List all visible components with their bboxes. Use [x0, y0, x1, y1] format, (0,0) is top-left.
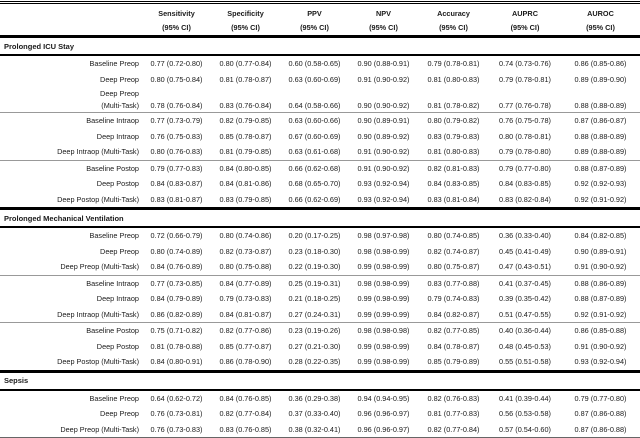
cell-ppv: 0.27 (0.21-0.30) [280, 342, 349, 351]
cell-accuracy: 0.79 (0.78-0.81) [418, 59, 489, 68]
cell-ppv: 0.36 (0.29-0.38) [280, 394, 349, 403]
cell-sensitivity: 0.84 (0.83-0.87) [142, 179, 211, 188]
cell-auroc: 0.91 (0.90-0.92) [561, 342, 640, 351]
section-title: Prolonged ICU Stay [0, 38, 640, 56]
cell-sensitivity: 0.84 (0.79-0.89) [142, 294, 211, 303]
cell-auprc: 0.77 (0.76-0.78) [489, 101, 561, 110]
cell-specificity: 0.80 (0.77-0.84) [211, 59, 280, 68]
cell-sensitivity: 0.79 (0.77-0.83) [142, 164, 211, 173]
cell-auroc: 0.87 (0.86-0.88) [561, 425, 640, 434]
cell-auroc: 0.91 (0.90-0.92) [561, 262, 640, 271]
row-label: Baseline Intraop [0, 279, 142, 288]
cell-auprc: 0.36 (0.33-0.40) [489, 231, 561, 240]
cell-ppv: 0.37 (0.33-0.40) [280, 409, 349, 418]
cell-accuracy: 0.83 (0.81-0.84) [418, 195, 489, 204]
row-label: Deep Intraop (Multi-Task) [0, 310, 142, 319]
cell-ppv: 0.28 (0.22-0.35) [280, 357, 349, 366]
cell-auroc: 0.87 (0.86-0.88) [561, 409, 640, 418]
table-row [0, 422, 640, 438]
cell-sensitivity: 0.77 (0.72-0.80) [142, 59, 211, 68]
cell-sensitivity: 0.76 (0.73-0.81) [142, 409, 211, 418]
cell-ppv: 0.63 (0.61-0.68) [280, 147, 349, 156]
cell-specificity: 0.83 (0.76-0.84) [211, 101, 280, 110]
row-label: Deep Postop [0, 342, 142, 351]
cell-auprc: 0.57 (0.54-0.60) [489, 425, 561, 434]
cell-auroc: 0.93 (0.92-0.94) [561, 357, 640, 366]
row-label: Baseline Preop [0, 394, 142, 403]
cell-ppv: 0.23 (0.18-0.30) [280, 247, 349, 256]
cell-specificity: 0.80 (0.74-0.86) [211, 231, 280, 240]
header-ci-sensitivity: (95% CI) [142, 23, 211, 32]
table-row [0, 354, 640, 370]
cell-ppv: 0.68 (0.65-0.70) [280, 179, 349, 188]
cell-specificity: 0.81 (0.79-0.85) [211, 147, 280, 156]
cell-auroc: 0.88 (0.87-0.89) [561, 164, 640, 173]
cell-sensitivity: 0.84 (0.76-0.89) [142, 262, 211, 271]
table-row [0, 276, 640, 292]
cell-sensitivity: 0.84 (0.80-0.91) [142, 357, 211, 366]
cell-npv: 0.90 (0.89-0.92) [349, 132, 418, 141]
header-accuracy: Accuracy [418, 9, 489, 18]
cell-npv: 0.98 (0.98-0.99) [349, 247, 418, 256]
cell-auroc: 0.88 (0.88-0.89) [561, 101, 640, 110]
cell-auprc: 0.41 (0.37-0.45) [489, 279, 561, 288]
cell-npv: 0.96 (0.96-0.97) [349, 425, 418, 434]
cell-auroc: 0.87 (0.86-0.87) [561, 116, 640, 125]
section-title: Sepsis [0, 373, 640, 391]
cell-npv: 0.93 (0.92-0.94) [349, 195, 418, 204]
row-label: Deep Postop [0, 179, 142, 188]
row-label: Deep Preop [0, 409, 142, 418]
row-label: Baseline Preop [0, 231, 142, 240]
cell-npv: 0.98 (0.98-0.99) [349, 279, 418, 288]
cell-auroc: 0.92 (0.91-0.92) [561, 310, 640, 319]
table-row [0, 259, 640, 275]
row-label: Deep Postop (Multi-Task) [0, 195, 142, 204]
cell-auprc: 0.83 (0.82-0.84) [489, 195, 561, 204]
table-row [0, 72, 640, 88]
cell-npv: 0.99 (0.98-0.99) [349, 342, 418, 351]
cell-npv: 0.90 (0.88-0.91) [349, 59, 418, 68]
cell-auroc: 0.92 (0.92-0.93) [561, 179, 640, 188]
header-ppv: PPV [280, 9, 349, 18]
table-row [0, 307, 640, 323]
header-ci-auprc: (95% CI) [489, 23, 561, 32]
table-row [0, 391, 640, 407]
header-sensitivity: Sensitivity [142, 9, 211, 18]
cell-specificity: 0.86 (0.78-0.90) [211, 357, 280, 366]
cell-auprc: 0.84 (0.83-0.85) [489, 179, 561, 188]
cell-auprc: 0.74 (0.73-0.76) [489, 59, 561, 68]
cell-npv: 0.99 (0.99-0.99) [349, 310, 418, 319]
header-row-ci [0, 20, 640, 34]
header-specificity: Specificity [211, 9, 280, 18]
cell-npv: 0.90 (0.89-0.91) [349, 116, 418, 125]
cell-accuracy: 0.81 (0.80-0.83) [418, 75, 489, 84]
cell-auprc: 0.55 (0.51-0.58) [489, 357, 561, 366]
cell-specificity: 0.83 (0.79-0.85) [211, 195, 280, 204]
row-label: Deep Preop (Multi-Task) [0, 425, 142, 434]
cell-npv: 0.99 (0.98-0.99) [349, 294, 418, 303]
cell-specificity: 0.79 (0.73-0.83) [211, 294, 280, 303]
cell-accuracy: 0.84 (0.78-0.87) [418, 342, 489, 351]
cell-npv: 0.93 (0.92-0.94) [349, 179, 418, 188]
cell-auprc: 0.41 (0.39-0.44) [489, 394, 561, 403]
cell-specificity: 0.83 (0.76-0.85) [211, 425, 280, 434]
cell-accuracy: 0.80 (0.74-0.85) [418, 231, 489, 240]
header-ci-specificity: (95% CI) [211, 23, 280, 32]
row-label-line2: (Multi-Task) [0, 101, 142, 110]
cell-auprc: 0.79 (0.77-0.80) [489, 164, 561, 173]
cell-accuracy: 0.81 (0.78-0.82) [418, 101, 489, 110]
cell-sensitivity: 0.83 (0.81-0.87) [142, 195, 211, 204]
cell-auprc: 0.56 (0.53-0.58) [489, 409, 561, 418]
cell-specificity: 0.84 (0.81-0.87) [211, 310, 280, 319]
table-row [0, 339, 640, 355]
row-group [0, 276, 640, 324]
cell-auroc: 0.79 (0.77-0.80) [561, 394, 640, 403]
cell-npv: 0.99 (0.98-0.99) [349, 262, 418, 271]
cell-auprc: 0.80 (0.78-0.81) [489, 132, 561, 141]
cell-specificity: 0.80 (0.75-0.88) [211, 262, 280, 271]
cell-accuracy: 0.84 (0.83-0.85) [418, 179, 489, 188]
cell-auroc: 0.84 (0.82-0.85) [561, 231, 640, 240]
cell-accuracy: 0.84 (0.82-0.87) [418, 310, 489, 319]
table-row [0, 113, 640, 129]
cell-npv: 0.98 (0.97-0.98) [349, 231, 418, 240]
row-group [0, 228, 640, 276]
cell-ppv: 0.63 (0.60-0.69) [280, 75, 349, 84]
cell-npv: 0.91 (0.90-0.92) [349, 75, 418, 84]
cell-ppv: 0.20 (0.17-0.25) [280, 231, 349, 240]
row-label: Deep Intraop (Multi-Task) [0, 147, 142, 156]
header-npv: NPV [349, 9, 418, 18]
cell-accuracy: 0.82 (0.77-0.85) [418, 326, 489, 335]
table-row [0, 144, 640, 160]
cell-sensitivity: 0.80 (0.74-0.89) [142, 247, 211, 256]
table-row [0, 244, 640, 260]
cell-auroc: 0.88 (0.86-0.89) [561, 279, 640, 288]
cell-npv: 0.91 (0.90-0.92) [349, 164, 418, 173]
cell-sensitivity: 0.76 (0.73-0.83) [142, 425, 211, 434]
table-row [0, 99, 640, 112]
cell-specificity: 0.82 (0.77-0.84) [211, 409, 280, 418]
cell-auprc: 0.79 (0.78-0.80) [489, 147, 561, 156]
cell-auprc: 0.76 (0.75-0.78) [489, 116, 561, 125]
row-label: Deep Preop (Multi-Task) [0, 262, 142, 271]
cell-accuracy: 0.80 (0.75-0.87) [418, 262, 489, 271]
table-row [0, 129, 640, 145]
cell-auroc: 0.92 (0.91-0.92) [561, 195, 640, 204]
cell-auroc: 0.90 (0.89-0.91) [561, 247, 640, 256]
cell-npv: 0.90 (0.90-0.92) [349, 101, 418, 110]
cell-auroc: 0.88 (0.88-0.89) [561, 132, 640, 141]
table-row [0, 323, 640, 339]
cell-auroc: 0.89 (0.89-0.90) [561, 75, 640, 84]
header-auroc: AUROC [561, 9, 640, 18]
cell-accuracy: 0.83 (0.77-0.88) [418, 279, 489, 288]
cell-accuracy: 0.80 (0.79-0.82) [418, 116, 489, 125]
row-label: Deep Intraop [0, 132, 142, 141]
cell-ppv: 0.63 (0.60-0.66) [280, 116, 349, 125]
cell-sensitivity: 0.76 (0.75-0.83) [142, 132, 211, 141]
cell-auroc: 0.86 (0.85-0.86) [561, 59, 640, 68]
cell-specificity: 0.85 (0.78-0.87) [211, 132, 280, 141]
cell-specificity: 0.84 (0.81-0.86) [211, 179, 280, 188]
header-ci-accuracy: (95% CI) [418, 23, 489, 32]
cell-sensitivity: 0.80 (0.76-0.83) [142, 147, 211, 156]
cell-ppv: 0.67 (0.60-0.69) [280, 132, 349, 141]
row-label: Baseline Intraop [0, 116, 142, 125]
cell-sensitivity: 0.81 (0.78-0.88) [142, 342, 211, 351]
cell-sensitivity: 0.86 (0.82-0.89) [142, 310, 211, 319]
cell-npv: 0.91 (0.90-0.92) [349, 147, 418, 156]
table-row [0, 406, 640, 422]
row-label: Deep Intraop [0, 294, 142, 303]
row-label: Baseline Preop [0, 59, 142, 68]
row-label: Deep Preop [0, 89, 142, 98]
cell-accuracy: 0.81 (0.77-0.83) [418, 409, 489, 418]
cell-specificity: 0.81 (0.78-0.87) [211, 75, 280, 84]
cell-sensitivity: 0.64 (0.62-0.72) [142, 394, 211, 403]
cell-auprc: 0.39 (0.35-0.42) [489, 294, 561, 303]
cell-ppv: 0.22 (0.19-0.30) [280, 262, 349, 271]
row-group [0, 56, 640, 113]
row-label: Baseline Postop [0, 164, 142, 173]
table-row [0, 228, 640, 244]
row-label: Baseline Postop [0, 326, 142, 335]
header-auprc: AUPRC [489, 9, 561, 18]
cell-ppv: 0.64 (0.58-0.66) [280, 101, 349, 110]
cell-sensitivity: 0.80 (0.75-0.84) [142, 75, 211, 84]
header-ci-ppv: (95% CI) [280, 23, 349, 32]
cell-sensitivity: 0.77 (0.73-0.79) [142, 116, 211, 125]
cell-npv: 0.99 (0.98-0.99) [349, 357, 418, 366]
cell-auprc: 0.51 (0.47-0.55) [489, 310, 561, 319]
cell-accuracy: 0.82 (0.81-0.83) [418, 164, 489, 173]
cell-specificity: 0.84 (0.77-0.89) [211, 279, 280, 288]
table-row [0, 176, 640, 192]
row-label: Deep Postop (Multi-Task) [0, 357, 142, 366]
row-group [0, 113, 640, 161]
cell-specificity: 0.84 (0.80-0.85) [211, 164, 280, 173]
cell-specificity: 0.82 (0.77-0.86) [211, 326, 280, 335]
cell-accuracy: 0.82 (0.77-0.84) [418, 425, 489, 434]
row-group [0, 323, 640, 373]
cell-auroc: 0.86 (0.85-0.88) [561, 326, 640, 335]
cell-sensitivity: 0.78 (0.76-0.84) [142, 101, 211, 110]
cell-specificity: 0.82 (0.79-0.85) [211, 116, 280, 125]
cell-auroc: 0.88 (0.87-0.89) [561, 294, 640, 303]
cell-accuracy: 0.81 (0.80-0.83) [418, 147, 489, 156]
cell-ppv: 0.23 (0.19-0.26) [280, 326, 349, 335]
table-row [0, 56, 640, 72]
table-row [0, 291, 640, 307]
cell-ppv: 0.25 (0.19-0.31) [280, 279, 349, 288]
row-label: Deep Preop [0, 247, 142, 256]
cell-ppv: 0.66 (0.62-0.68) [280, 164, 349, 173]
row-label: Deep Preop [0, 75, 142, 84]
header-ci-auroc: (95% CI) [561, 23, 640, 32]
cell-auprc: 0.45 (0.41-0.49) [489, 247, 561, 256]
cell-auprc: 0.40 (0.36-0.44) [489, 326, 561, 335]
header-ci-npv: (95% CI) [349, 23, 418, 32]
table-header [0, 4, 640, 38]
table-row-label-line1 [0, 87, 640, 99]
cell-specificity: 0.82 (0.73-0.87) [211, 247, 280, 256]
cell-ppv: 0.21 (0.18-0.25) [280, 294, 349, 303]
cell-ppv: 0.60 (0.58-0.65) [280, 59, 349, 68]
cell-npv: 0.98 (0.98-0.98) [349, 326, 418, 335]
results-table [0, 1, 640, 438]
cell-auprc: 0.47 (0.43-0.51) [489, 262, 561, 271]
cell-sensitivity: 0.77 (0.73-0.85) [142, 279, 211, 288]
cell-auroc: 0.89 (0.88-0.89) [561, 147, 640, 156]
cell-sensitivity: 0.75 (0.71-0.82) [142, 326, 211, 335]
cell-accuracy: 0.85 (0.79-0.89) [418, 357, 489, 366]
cell-specificity: 0.85 (0.77-0.87) [211, 342, 280, 351]
cell-ppv: 0.38 (0.32-0.41) [280, 425, 349, 434]
cell-accuracy: 0.82 (0.74-0.87) [418, 247, 489, 256]
table-row [0, 161, 640, 177]
cell-npv: 0.94 (0.94-0.95) [349, 394, 418, 403]
cell-accuracy: 0.83 (0.79-0.83) [418, 132, 489, 141]
cell-sensitivity: 0.72 (0.66-0.79) [142, 231, 211, 240]
cell-auprc: 0.48 (0.45-0.53) [489, 342, 561, 351]
cell-ppv: 0.27 (0.24-0.31) [280, 310, 349, 319]
cell-ppv: 0.66 (0.62-0.69) [280, 195, 349, 204]
row-group [0, 161, 640, 211]
cell-accuracy: 0.82 (0.76-0.83) [418, 394, 489, 403]
section-title: Prolonged Mechanical Ventilation [0, 210, 640, 228]
cell-specificity: 0.84 (0.76-0.85) [211, 394, 280, 403]
header-row-metric [0, 6, 640, 20]
cell-accuracy: 0.79 (0.74-0.83) [418, 294, 489, 303]
cell-npv: 0.96 (0.96-0.97) [349, 409, 418, 418]
cell-auprc: 0.79 (0.78-0.81) [489, 75, 561, 84]
row-group [0, 391, 640, 438]
table-row [0, 192, 640, 208]
